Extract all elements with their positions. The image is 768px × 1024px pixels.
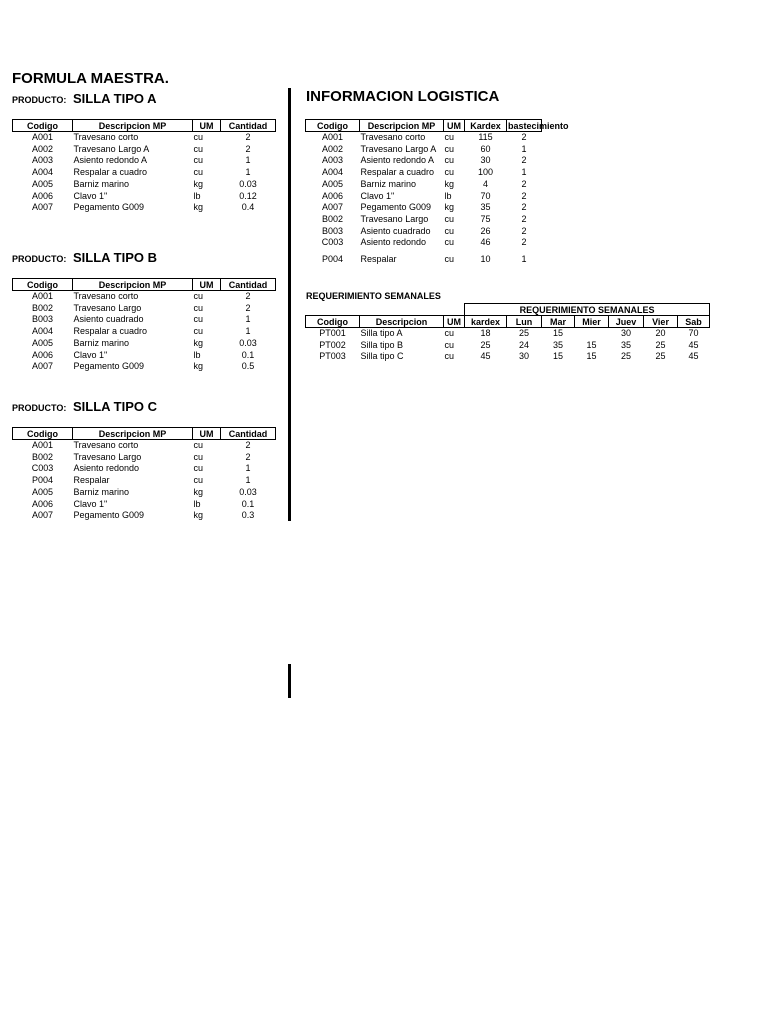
um-cell: cu: [193, 440, 204, 450]
abastecimiento-cell: 2: [521, 132, 527, 142]
table-row: [306, 340, 710, 352]
column-header: Codigo: [306, 120, 360, 132]
um-cell: cu: [193, 291, 204, 301]
group-header: REQUERIMIENTO SEMANALES: [465, 304, 710, 316]
descripcion-cell: Travesano corto: [73, 291, 139, 301]
column-header: Juev: [609, 316, 644, 328]
codigo-cell: B003: [321, 225, 344, 236]
codigo-cell: A005: [31, 178, 54, 189]
column-header: Codigo: [13, 428, 73, 440]
codigo-cell: A004: [31, 167, 54, 178]
requirements-table: [305, 303, 710, 363]
um-cell: cu: [444, 254, 455, 265]
mier-cell: 15: [586, 351, 597, 362]
kardex-cell: 30: [480, 155, 491, 166]
table-row: [13, 338, 276, 350]
um-cell: kg: [193, 510, 204, 521]
requirements-title: REQUERIMIENTO SEMANALES: [306, 291, 441, 301]
abastecimiento-cell: 2: [521, 225, 527, 236]
table-row: [13, 155, 276, 167]
cantidad-cell: 0.03: [239, 337, 257, 348]
descripcion-cell: Clavo 1": [73, 349, 108, 360]
kardex-cell: 46: [480, 237, 491, 248]
um-cell: cu: [444, 328, 455, 338]
descripcion-cell: Clavo 1": [360, 190, 395, 201]
cantidad-cell: 1: [245, 167, 251, 178]
descripcion-cell: Clavo 1": [73, 190, 108, 201]
codigo-cell: A001: [321, 132, 344, 142]
table-row: [306, 179, 542, 191]
cantidad-cell: 0.1: [241, 349, 255, 360]
kardex-cell: 10: [480, 254, 491, 265]
um-cell: lb: [193, 190, 201, 201]
um-cell: cu: [444, 225, 455, 236]
column-header: Vier: [644, 316, 678, 328]
sab-cell: 45: [688, 351, 699, 362]
product-section: [12, 91, 275, 214]
abastecimiento-cell: 2: [521, 213, 527, 224]
mar-cell: 15: [553, 351, 564, 362]
table-row: [306, 144, 542, 156]
column-header: UM: [444, 120, 465, 132]
column-header: Mar: [542, 316, 575, 328]
column-header: Descripcion MP: [73, 428, 193, 440]
cantidad-cell: 2: [245, 451, 251, 462]
codigo-cell: B002: [31, 302, 54, 313]
abastecimiento-cell: 2: [521, 155, 527, 166]
um-cell: cu: [444, 167, 455, 178]
descripcion-cell: Asiento cuadrado: [73, 314, 144, 325]
abastecimiento-cell: 2: [521, 237, 527, 248]
codigo-cell: A003: [321, 155, 344, 166]
codigo-cell: A005: [31, 337, 54, 348]
um-cell: cu: [193, 155, 204, 166]
um-cell: kg: [193, 337, 204, 348]
codigo-cell: A007: [31, 361, 54, 372]
column-header: Codigo: [13, 279, 73, 291]
table-header-row: [13, 279, 276, 291]
page-title: FORMULA MAESTRA.: [12, 70, 169, 87]
um-cell: cu: [193, 326, 204, 337]
cantidad-cell: 1: [245, 314, 251, 325]
codigo-cell: B003: [31, 314, 54, 325]
cantidad-cell: 0.1: [241, 498, 255, 509]
kardex-cell: 75: [480, 213, 491, 224]
codigo-cell: C003: [321, 237, 344, 248]
sab-cell: 45: [688, 339, 699, 350]
um-cell: cu: [193, 302, 204, 313]
codigo-cell: P004: [321, 254, 344, 265]
juev-cell: 30: [621, 328, 632, 338]
column-header: Kardex: [465, 120, 507, 132]
descripcion-cell: Asiento redondo A: [360, 155, 435, 166]
descripcion-cell: Silla tipo B: [360, 339, 404, 350]
table-row: [13, 303, 276, 315]
table-row: [13, 167, 276, 179]
descripcion-cell: Asiento redondo: [73, 463, 140, 474]
um-cell: cu: [193, 451, 204, 462]
um-cell: cu: [444, 132, 455, 142]
descripcion-cell: Travesano corto: [360, 132, 426, 142]
product-label: PRODUCTO:: [12, 254, 67, 264]
codigo-cell: A005: [321, 178, 344, 189]
descripcion-cell: Pegamento G009: [73, 361, 145, 372]
bom-table: [12, 427, 276, 522]
product-name: SILLA TIPO A: [73, 91, 157, 106]
vier-cell: 25: [655, 339, 666, 350]
lun-cell: 25: [519, 328, 530, 338]
kardex-cell: 115: [478, 132, 493, 142]
column-header: bastecimiento: [508, 120, 569, 131]
descripcion-cell: Barniz marino: [360, 178, 417, 189]
codigo-cell: A006: [31, 349, 54, 360]
group-header-row: [306, 304, 710, 316]
codigo-cell: A004: [321, 167, 344, 178]
descripcion-cell: Silla tipo C: [360, 351, 404, 362]
codigo-cell: A004: [31, 326, 54, 337]
descripcion-cell: Barniz marino: [73, 178, 130, 189]
product-heading: [12, 250, 275, 266]
codigo-cell: B002: [31, 451, 54, 462]
codigo-cell: B002: [321, 213, 344, 224]
cantidad-cell: 1: [245, 326, 251, 337]
bom-table: [12, 119, 276, 214]
column-header: UM: [444, 316, 465, 328]
table-row: [13, 452, 276, 464]
table-row: [13, 510, 276, 522]
table-header-row: [306, 120, 542, 132]
descripcion-cell: Travesano Largo A: [73, 143, 150, 154]
kardex-cell: 18: [480, 328, 491, 338]
um-cell: cu: [444, 155, 455, 166]
codigo-cell: A005: [31, 486, 54, 497]
descripcion-cell: Respalar a cuadro: [73, 167, 148, 178]
um-cell: cu: [193, 143, 204, 154]
table-body: [13, 440, 276, 522]
cantidad-cell: 2: [245, 440, 251, 450]
table-row: [306, 351, 710, 363]
lun-cell: 24: [519, 339, 530, 350]
codigo-cell: A006: [31, 190, 54, 201]
table-row: [13, 314, 276, 326]
descripcion-cell: Travesano Largo: [73, 302, 142, 313]
table-body: [13, 291, 276, 373]
descripcion-cell: Travesano corto: [73, 132, 139, 142]
um-cell: cu: [444, 213, 455, 224]
abastecimiento-cell: 1: [521, 167, 527, 178]
descripcion-cell: Respalar: [73, 475, 110, 486]
column-header: Codigo: [13, 120, 73, 132]
table-row: [306, 237, 542, 249]
descripcion-cell: Respalar: [360, 254, 397, 265]
um-cell: cu: [193, 475, 204, 486]
um-cell: lb: [193, 349, 201, 360]
codigo-cell: PT002: [319, 339, 346, 350]
descripcion-cell: Barniz marino: [73, 486, 130, 497]
table-row: [306, 202, 542, 214]
descripcion-cell: Asiento redondo A: [73, 155, 148, 166]
codigo-cell: A003: [31, 155, 54, 166]
table-body: [306, 328, 710, 364]
vier-cell: 25: [655, 351, 666, 362]
cantidad-cell: 0.12: [239, 190, 257, 201]
cantidad-cell: 0.5: [241, 361, 255, 372]
sab-cell: 70: [688, 328, 699, 338]
table-row: [306, 249, 542, 266]
descripcion-cell: Silla tipo A: [360, 328, 403, 338]
mier-cell: 15: [586, 339, 597, 350]
um-cell: kg: [193, 486, 204, 497]
table-row: [306, 226, 542, 238]
table-row: [13, 179, 276, 191]
kardex-cell: 100: [477, 167, 494, 178]
juev-cell: 35: [621, 339, 632, 350]
table-row: [13, 487, 276, 499]
kardex-cell: 26: [480, 225, 491, 236]
descripcion-cell: Respalar a cuadro: [360, 167, 435, 178]
column-divider: [288, 664, 291, 698]
table-row: [13, 440, 276, 452]
abastecimiento-cell: 2: [521, 202, 527, 213]
mier-cell: [575, 328, 609, 340]
codigo-cell: A007: [31, 202, 54, 213]
descripcion-cell: Asiento redondo: [360, 237, 427, 248]
codigo-cell: A001: [31, 291, 54, 301]
kardex-cell: 4: [482, 178, 488, 189]
codigo-cell: A007: [321, 202, 344, 213]
cantidad-cell: 0.4: [241, 202, 255, 213]
table-row: [306, 191, 542, 203]
column-header: Cantidad: [221, 279, 276, 291]
product-heading: [12, 399, 275, 415]
column-header: UM: [193, 120, 221, 132]
table-row: [13, 144, 276, 156]
juev-cell: 25: [621, 351, 632, 362]
table-row: [306, 167, 542, 179]
mar-cell: 35: [553, 339, 564, 350]
product-name: SILLA TIPO B: [73, 250, 158, 265]
um-cell: kg: [193, 202, 204, 213]
um-cell: cu: [444, 143, 455, 154]
um-cell: lb: [444, 190, 452, 201]
lun-cell: 30: [519, 351, 530, 362]
column-header: Descripcion: [360, 316, 444, 328]
codigo-cell: A006: [321, 190, 344, 201]
cantidad-cell: 0.3: [241, 510, 255, 521]
codigo-cell: A002: [321, 143, 344, 154]
column-header: UM: [193, 428, 221, 440]
um-cell: cu: [193, 463, 204, 474]
cantidad-cell: 2: [245, 132, 251, 142]
column-header: Cantidad: [221, 120, 276, 132]
descripcion-cell: Travesano Largo: [73, 451, 142, 462]
codigo-cell: PT001: [319, 328, 346, 338]
descripcion-cell: Asiento cuadrado: [360, 225, 431, 236]
cantidad-cell: 1: [245, 155, 251, 166]
vier-cell: 20: [655, 328, 666, 338]
table-row: [13, 191, 276, 203]
table-row: [306, 155, 542, 167]
descripcion-cell: Clavo 1": [73, 498, 108, 509]
cantidad-cell: 2: [245, 302, 251, 313]
descripcion-cell: Travesano Largo A: [360, 143, 437, 154]
table-row: [13, 475, 276, 487]
table-row: [13, 291, 276, 303]
table-row: [13, 326, 276, 338]
product-heading: [12, 91, 275, 107]
kardex-cell: 70: [480, 190, 491, 201]
product-label: PRODUCTO:: [12, 403, 67, 413]
kardex-cell: 35: [480, 202, 491, 213]
codigo-cell: A001: [31, 440, 54, 450]
table-row: [13, 463, 276, 475]
cantidad-cell: 0.03: [239, 178, 257, 189]
um-cell: kg: [444, 202, 455, 213]
descripcion-cell: Pegamento G009: [73, 202, 145, 213]
descripcion-cell: Pegamento G009: [73, 510, 145, 521]
kardex-cell: 60: [480, 143, 491, 154]
cantidad-cell: 1: [245, 463, 251, 474]
table-row: [13, 202, 276, 214]
abastecimiento-cell: 2: [521, 178, 527, 189]
table-body: [306, 132, 542, 266]
column-header: kardex: [465, 316, 507, 328]
product-section: [12, 399, 275, 522]
um-cell: lb: [193, 498, 201, 509]
column-header: Descripcion MP: [360, 120, 444, 132]
um-cell: cu: [444, 339, 455, 350]
um-cell: cu: [193, 314, 204, 325]
codigo-cell: A007: [31, 510, 54, 521]
spacer-cell: [306, 304, 465, 316]
kardex-cell: 45: [480, 351, 491, 362]
logistics-table: [305, 119, 569, 266]
product-name: SILLA TIPO C: [73, 399, 158, 414]
abastecimiento-cell: 1: [521, 254, 527, 265]
table-row: [13, 132, 276, 144]
table-row: [13, 361, 276, 373]
codigo-cell: A002: [31, 143, 54, 154]
cantidad-cell: 0.03: [239, 486, 257, 497]
product-section: [12, 250, 275, 373]
column-header: Descripcion MP: [73, 279, 193, 291]
um-cell: cu: [444, 351, 455, 362]
table-row: [13, 350, 276, 362]
table-header-row: [306, 316, 710, 328]
descripcion-cell: Respalar a cuadro: [73, 326, 148, 337]
descripcion-cell: Travesano Largo: [360, 213, 429, 224]
um-cell: cu: [193, 132, 204, 142]
product-label: PRODUCTO:: [12, 95, 67, 105]
column-header: Sab: [678, 316, 710, 328]
column-header: Descripcion MP: [73, 120, 193, 132]
table-row: [306, 132, 542, 144]
abastecimiento-cell: 2: [521, 190, 527, 201]
codigo-cell: A001: [31, 132, 54, 142]
um-cell: kg: [193, 178, 204, 189]
descripcion-cell: Travesano corto: [73, 440, 139, 450]
table-header-row: [13, 428, 276, 440]
kardex-cell: 25: [480, 339, 491, 350]
column-header: Codigo: [306, 316, 360, 328]
cantidad-cell: 2: [245, 291, 251, 301]
codigo-cell: A006: [31, 498, 54, 509]
table-body: [13, 132, 276, 214]
bom-table: [12, 278, 276, 373]
descripcion-cell: Pegamento G009: [360, 202, 432, 213]
table-header-row: [13, 120, 276, 132]
um-cell: cu: [193, 167, 204, 178]
table-row: [306, 328, 710, 340]
table-row: [306, 214, 542, 226]
um-cell: kg: [444, 178, 455, 189]
column-header: Lun: [507, 316, 542, 328]
codigo-cell: P004: [31, 475, 54, 486]
abastecimiento-cell: 1: [521, 143, 527, 154]
descripcion-cell: Barniz marino: [73, 337, 130, 348]
table-row: [13, 499, 276, 511]
um-cell: kg: [193, 361, 204, 372]
mar-cell: 15: [553, 328, 564, 338]
cantidad-cell: 1: [245, 475, 251, 486]
column-header: UM: [193, 279, 221, 291]
um-cell: cu: [444, 237, 455, 248]
codigo-cell: PT003: [319, 351, 346, 362]
column-divider: [288, 88, 291, 521]
column-header: Cantidad: [221, 428, 276, 440]
cantidad-cell: 2: [245, 143, 251, 154]
logistics-title: INFORMACION LOGISTICA: [306, 88, 500, 105]
column-header: Mier: [575, 316, 609, 328]
codigo-cell: C003: [31, 463, 54, 474]
